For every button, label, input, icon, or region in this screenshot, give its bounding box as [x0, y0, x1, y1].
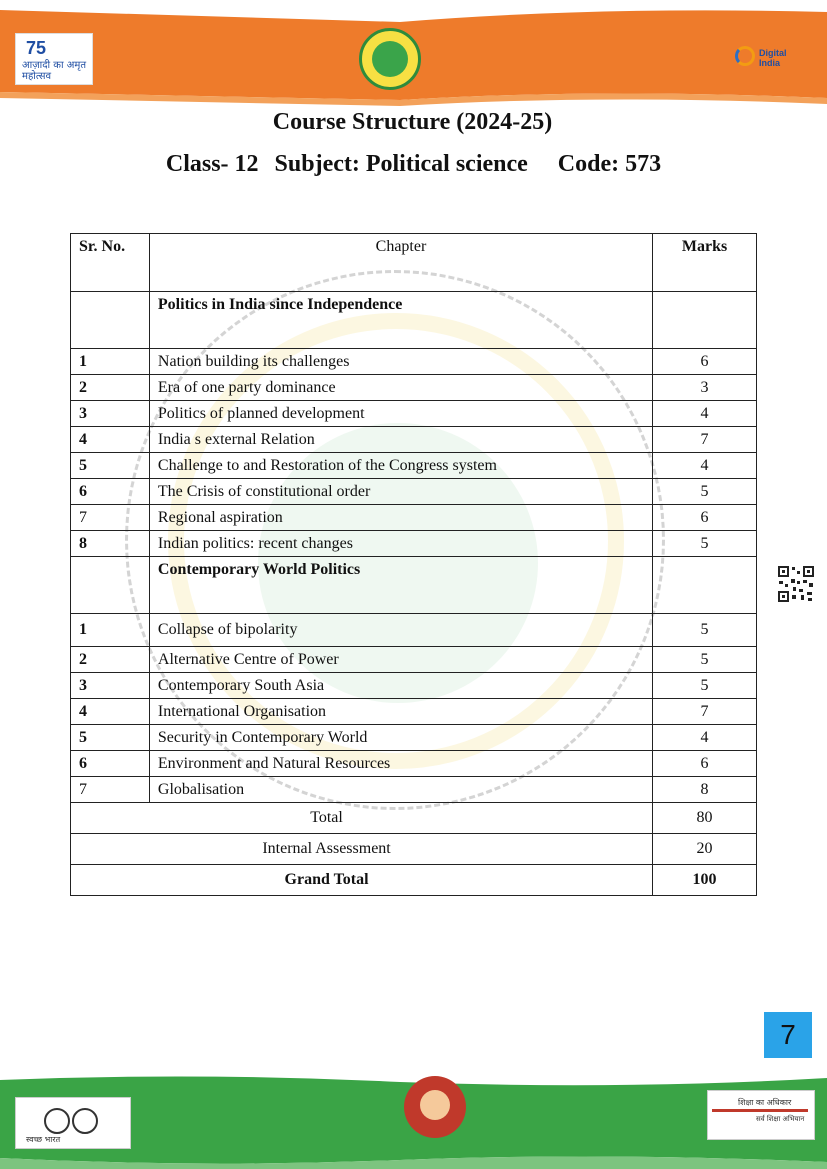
row-marks: 5	[653, 479, 757, 505]
digital-india-icon	[735, 46, 755, 66]
digital-india-logo	[735, 44, 801, 68]
azadi-ka-amrit-mahotsav-logo	[15, 33, 93, 85]
table-row	[71, 505, 757, 531]
section-row	[71, 292, 757, 349]
table-row	[71, 751, 757, 777]
internal-assessment-marks: 20	[653, 834, 757, 865]
row-chapter: Contemporary South Asia	[149, 673, 652, 699]
row-marks: 5	[653, 531, 757, 557]
row-chapter: Globalisation	[149, 777, 652, 803]
table-row	[71, 427, 757, 453]
internal-assessment-label: Internal Assessment	[71, 834, 653, 865]
page-number: 7	[764, 1012, 812, 1058]
section-row	[71, 557, 757, 614]
row-sr: 5	[71, 453, 150, 479]
internal-assessment-row	[71, 834, 757, 865]
table-row	[71, 453, 757, 479]
row-marks: 4	[653, 725, 757, 751]
row-marks: 5	[653, 673, 757, 699]
row-marks: 3	[653, 375, 757, 401]
row-sr: 2	[71, 375, 150, 401]
section-sr-cell	[71, 557, 150, 614]
table-row	[71, 531, 757, 557]
row-sr: 7	[71, 505, 150, 531]
row-sr: 6	[71, 751, 150, 777]
subject-label: Subject: Political science	[274, 151, 528, 177]
section-sr-cell	[71, 292, 150, 349]
row-sr: 3	[71, 401, 150, 427]
row-marks: 6	[653, 349, 757, 375]
section-marks-cell	[653, 292, 757, 349]
swachh-bharat-caption: स्वच्छ भारत	[26, 1135, 61, 1144]
row-sr: 2	[71, 647, 150, 673]
row-marks: 8	[653, 777, 757, 803]
row-chapter: International Organisation	[149, 699, 652, 725]
header-sr-no: Sr. No.	[71, 234, 150, 292]
row-marks: 5	[653, 614, 757, 647]
class-label: Class- 12	[165, 151, 259, 177]
row-sr: 1	[71, 349, 150, 375]
row-marks: 6	[653, 505, 757, 531]
row-marks: 7	[653, 699, 757, 725]
total-marks: 80	[653, 803, 757, 834]
table-row	[71, 479, 757, 505]
grand-total-label: Grand Total	[71, 865, 653, 896]
code-label: Code: 573	[557, 151, 662, 177]
table-row	[71, 777, 757, 803]
glasses-left-lens-icon	[44, 1108, 70, 1134]
table-row	[71, 614, 757, 647]
row-chapter: India s external Relation	[149, 427, 652, 453]
table-row	[71, 699, 757, 725]
table-row	[71, 401, 757, 427]
row-chapter: Era of one party dominance	[149, 375, 652, 401]
row-chapter: Environment and Natural Resources	[149, 751, 652, 777]
row-chapter: Regional aspiration	[149, 505, 652, 531]
total-row	[71, 803, 757, 834]
beti-bachao-beti-padhao-logo	[404, 1076, 466, 1138]
row-sr: 4	[71, 699, 150, 725]
table-row	[71, 673, 757, 699]
table-row	[71, 349, 757, 375]
course-structure-title: Course Structure (2024-25)	[272, 109, 553, 135]
row-sr: 6	[71, 479, 150, 505]
qr-code-icon	[777, 565, 815, 603]
row-sr: 8	[71, 531, 150, 557]
table-row	[71, 375, 757, 401]
grand-total-marks: 100	[653, 865, 757, 896]
row-chapter: Security in Contemporary World	[149, 725, 652, 751]
header-marks: Marks	[653, 234, 757, 292]
row-chapter: Alternative Centre of Power	[149, 647, 652, 673]
header-chapter: Chapter	[149, 234, 652, 292]
right-to-education-logo	[707, 1090, 815, 1140]
row-marks: 6	[653, 751, 757, 777]
row-sr: 5	[71, 725, 150, 751]
table-header-row	[71, 234, 757, 292]
row-sr: 3	[71, 673, 150, 699]
table-row	[71, 725, 757, 751]
row-chapter: Challenge to and Restoration of the Congress system	[149, 453, 652, 479]
row-chapter: The Crisis of constitutional order	[149, 479, 652, 505]
rte-line2: सर्व शिक्षा अभियान	[756, 1115, 805, 1123]
logo-number: 75	[26, 38, 47, 58]
logo-text: आज़ादी का अमृत महोत्सव	[22, 60, 87, 82]
emblem-inner	[372, 41, 408, 77]
rte-bar	[712, 1109, 808, 1112]
section-title: Contemporary World Politics	[149, 557, 652, 614]
swachh-bharat-logo	[15, 1097, 131, 1149]
school-education-board-emblem	[359, 28, 421, 90]
row-marks: 4	[653, 453, 757, 479]
row-chapter: Nation building its challenges	[149, 349, 652, 375]
row-marks: 5	[653, 647, 757, 673]
row-chapter: Indian politics: recent changes	[149, 531, 652, 557]
total-label: Total	[71, 803, 653, 834]
row-marks: 4	[653, 401, 757, 427]
course-structure-table	[70, 233, 757, 896]
table-row	[71, 647, 757, 673]
row-chapter: Politics of planned development	[149, 401, 652, 427]
row-sr: 4	[71, 427, 150, 453]
girl-face-icon	[420, 1090, 450, 1120]
class-subject-line	[0, 151, 827, 178]
section-marks-cell	[653, 557, 757, 614]
row-sr: 1	[71, 614, 150, 647]
digital-india-label: Digital India	[759, 48, 787, 68]
rte-line1: शिक्षा का अधिकार	[738, 1098, 792, 1107]
grand-total-row	[71, 865, 757, 896]
row-sr: 7	[71, 777, 150, 803]
section-title: Politics in India since Independence	[149, 292, 652, 349]
row-marks: 7	[653, 427, 757, 453]
glasses-right-lens-icon	[72, 1108, 98, 1134]
row-chapter: Collapse of bipolarity	[149, 614, 652, 647]
